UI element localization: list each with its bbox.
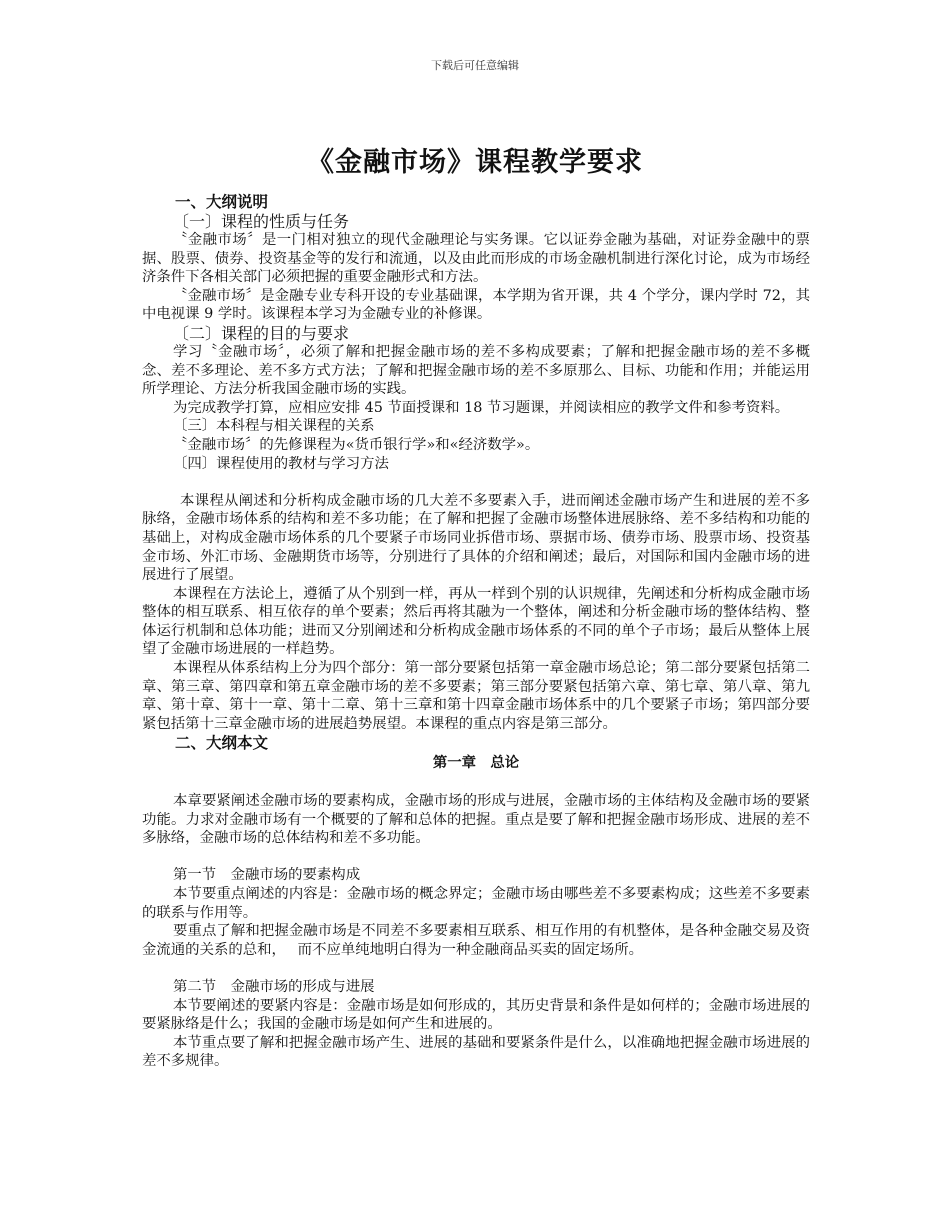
subsection-heading-relation: 〔三〕本科程与相关课程的关系: [173, 418, 375, 435]
paragraph: 本章要紧阐述金融市场的要素构成，金融市场的形成与进展，金融市场的主体结构及金融市场的要紧功能。力求对金融市场有一个概要的了解和总体的把握。重点是要了解和把握金融市场形成、进展的差不多脉络，金融市场的总体结构和差不多功能。: [142, 793, 810, 847]
paragraph: 本课程从体系结构上分为四个部分：第一部分要紧包括第一章金融市场总论；第二部分要紧包括第二章、第三章、第四章和第五章金融市场的差不多要素；第三部分要紧包括第六章、第七章、第八章、第九章、第十章、第十一章、第十二章、第十三章和第十四章金融市场体系中的几个要紧子市场；第四部分要紧包括第十三章金融市场的进展趋势展望。本课程的重点内容是第三部分。: [142, 660, 810, 732]
paragraph: 〝金融市场〞的先修课程为«货币银行学»和«经济数学»。: [173, 436, 540, 453]
spacer: [142, 848, 810, 867]
paragraph: 本课程从阐述和分析构成金融市场的几大差不多要素入手，进而阐述金融市场产生和进展的差不多脉络，金融市场体系的结构和差不多功能；在了解和把握了金融市场整体进展脉络、差不多结构和功能的基础上，对构成金融市场体系的几个要紧子市场同业拆借市场、票据市场、债券市场、股票市场、投资基金市场、外汇市场、金融期货市场等，分别进行了具体的介绍和阐述；最后，对国际和国内金融市场的进展进行了展望。: [142, 492, 810, 584]
paragraph: 本课程在方法论上，遵循了从个别到一样，再从一样到个别的认识规律，先阐述和分析构成金融市场整体的相互联系、相互依存的单个要素；然后再将其融为一个整体，阐述和分析金融市场的整体结构、整体运行机制和总体功能；进而又分别阐述和分析构成金融市场体系的不同的单个子市场；最后从整体上展望了金融市场进展的一样趋势。: [142, 585, 810, 658]
section-heading-main-text: 二、大纲本文: [175, 733, 269, 753]
paragraph: 为完成教学打算，应相应安排 45 节面授课和 18 节习题课，并阅读相应的教学文件和参考资料。: [173, 399, 790, 416]
document-body: [142, 192, 810, 1071]
paragraph: 要重点了解和把握金融市场是不同差不多要素相互联系、相互作用的有机整体，是各种金融交易及资金流通的关系的总和， 而不应单纯地明白得为一种金融商品买卖的固定场所。: [142, 923, 810, 958]
paragraph: 本节要重点阐述的内容是：金融市场的概念界定；金融市场由哪些差不多要素构成；这些差不多要素的联系与作用等。: [142, 886, 810, 921]
section-title: 第一节 金融市场的要素构成: [173, 867, 361, 884]
spacer: [142, 773, 810, 792]
paragraph: 本节要阐述的要紧内容是：金融市场是如何形成的，其历史背景和条件是如何样的；金融市场进展的要紧脉络是什么；我国的金融市场是如何产生和进展的。: [142, 997, 810, 1033]
paragraph: 学习〝金融市场〞，必须了解和把握金融市场的差不多构成要素；了解和把握金融市场的差不多概念、差不多理论、差不多方式方法；了解和把握金融市场的差不多原那么、目标、功能和作用；并能运用所学理论、方法分析我国金融市场的实践。: [142, 343, 810, 398]
subsection-heading-nature: 〔一〕课程的性质与任务: [173, 212, 350, 231]
section-heading-outline: 一、大纲说明: [175, 192, 269, 211]
page-header-note: 下载后可任意编辑: [431, 59, 519, 72]
section-title: 第二节 金融市场的形成与进展: [173, 978, 375, 995]
paragraph: 〝金融市场〞是金融专业专科开设的专业基础课，本学期为省开课，共 4 个学分，课内学时 72，其中电视课 9 学时。该课程本学习为金融专业的补修课。: [142, 287, 810, 323]
subsection-heading-purpose: 〔二〕课程的目的与要求: [173, 323, 350, 343]
subsection-heading-textbook: 〔四〕课程使用的教材与学习方法: [173, 455, 389, 472]
chapter-heading: 第一章 总论: [432, 754, 520, 772]
paragraph: 〝金融市场〞是一门相对独立的现代金融理论与实务课。它以证券金融为基础，对证券金融中的票据、股票、债券、投资基金等的发行和流通，以及由此而形成的市场金融机制进行深化讨论，成为市场经济条件下各相关部门必须把握的重要金融形式和方法。: [142, 232, 810, 286]
paragraph: 本节重点要了解和把握金融市场产生、进展的基础和要紧条件是什么，以准确地把握金融市场进展的差不多规律。: [142, 1034, 810, 1070]
spacer: [142, 959, 810, 978]
document-title: 《金融市场》课程教学要求: [307, 147, 643, 178]
spacer: [142, 473, 810, 492]
